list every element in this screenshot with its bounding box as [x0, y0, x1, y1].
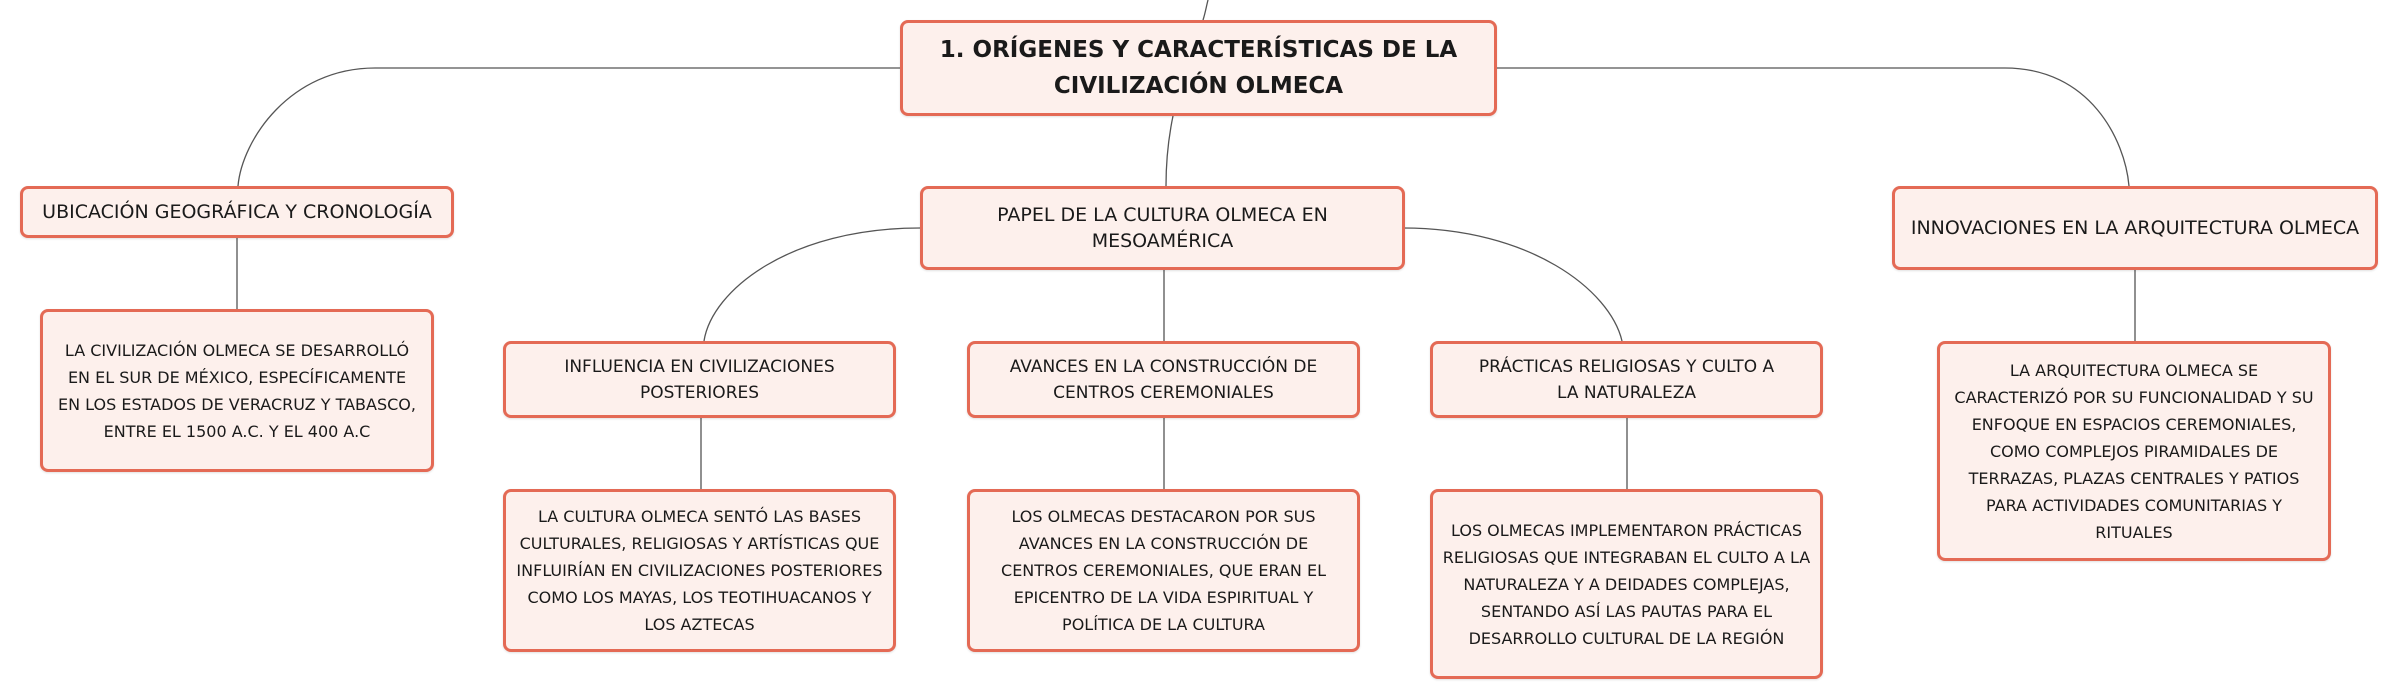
- node-innovaciones-detail[interactable]: [1937, 341, 2331, 561]
- node-avances-title: AVANCES EN LA CONSTRUCCIÓN DE CENTROS CEREMONIALES: [1009, 356, 1318, 403]
- connector-papel-practicas: [1403, 228, 1622, 341]
- node-papel-title: PAPEL DE LA CULTURA OLMECA EN MESOAMÉRICA: [997, 204, 1328, 252]
- node-practicas-detail[interactable]: [1430, 489, 1823, 679]
- connector-root-papel: [1166, 116, 1173, 186]
- node-ubicacion-geografica[interactable]: [20, 186, 454, 238]
- node-influencia-title: INFLUENCIA EN CIVILIZACIONES POSTERIORES: [564, 356, 835, 403]
- node-influencia-detail[interactable]: [503, 489, 896, 652]
- node-avances-construccion[interactable]: [967, 341, 1360, 418]
- node-avances-detail-text: LOS OLMECAS DESTACARON POR SUS AVANCES EN LA CONSTRUCCIÓN DE CENTROS CEREMONIALES, QUE ERAN EL EPICENTRO DE LA VIDA ESPIRITUAL Y POLÍTICA DE LA CULTURA: [1001, 507, 1326, 634]
- node-practicas-religiosas[interactable]: [1430, 341, 1823, 418]
- connector-papel-influencia: [704, 228, 920, 341]
- node-innovaciones-title: INNOVACIONES EN LA ARQUITECTURA OLMECA: [1910, 217, 2360, 239]
- connector-root-innovaciones: [1497, 68, 2129, 186]
- node-innovaciones-detail-text: LA ARQUITECTURA OLMECA SE CARACTERIZÓ POR SU FUNCIONALIDAD Y SU ENFOQUE EN ESPACIOS CEREMONIALES, COMO COMPLEJOS PIRAMIDALES DE TERRAZAS, PLAZAS CENTRALES Y PATIOS PARA ACTIVIDADES COMUNITARIAS Y RITUALES: [1954, 360, 2314, 542]
- node-ubicacion-detail-text: LA CIVILIZACIÓN OLMECA SE DESARROLLÓ EN EL SUR DE MÉXICO, ESPECÍFICAMENTE EN LOS ESTADOS DE VERACRUZ Y TABASCO, ENTRE EL 1500 A.C. Y EL 400 A.C: [58, 340, 416, 441]
- connector-root-ubicacion: [238, 68, 900, 186]
- node-avances-detail[interactable]: [967, 489, 1360, 652]
- node-practicas-detail-text: LOS OLMECAS IMPLEMENTARON PRÁCTICAS RELIGIOSAS QUE INTEGRABAN EL CULTO A LA NATURALEZA Y A DEIDADES COMPLEJAS, SENTANDO ASÍ LAS PAUTAS PARA EL DESARROLLO CULTURAL DE LA REGIÓN: [1442, 520, 1811, 648]
- node-ubicacion-detail[interactable]: [40, 309, 434, 472]
- root-node-text: 1. ORÍGENES Y CARACTERÍSTICAS DE LA CIVILIZACIÓN OLMECA: [939, 37, 1458, 99]
- node-papel-cultura-olmeca[interactable]: [920, 186, 1405, 270]
- node-influencia-detail-text: LA CULTURA OLMECA SENTÓ LAS BASES CULTURALES, RELIGIOSAS Y ARTÍSTICAS QUE INFLUIRÍAN EN CIVILIZACIONES POSTERIORES COMO LOS MAYAS, LOS TEOTIHUACANOS Y LOS AZTECAS: [516, 507, 883, 634]
- root-node[interactable]: [900, 20, 1497, 116]
- node-practicas-title: PRÁCTICAS RELIGIOSAS Y CULTO A LA NATURALEZA: [1478, 356, 1775, 403]
- connector-root-parent: [1203, 0, 1208, 20]
- node-influencia-civilizaciones[interactable]: [503, 341, 896, 418]
- node-ubicacion-title: UBICACIÓN GEOGRÁFICA Y CRONOLOGÍA: [42, 201, 432, 223]
- node-innovaciones-arquitectura[interactable]: [1892, 186, 2378, 270]
